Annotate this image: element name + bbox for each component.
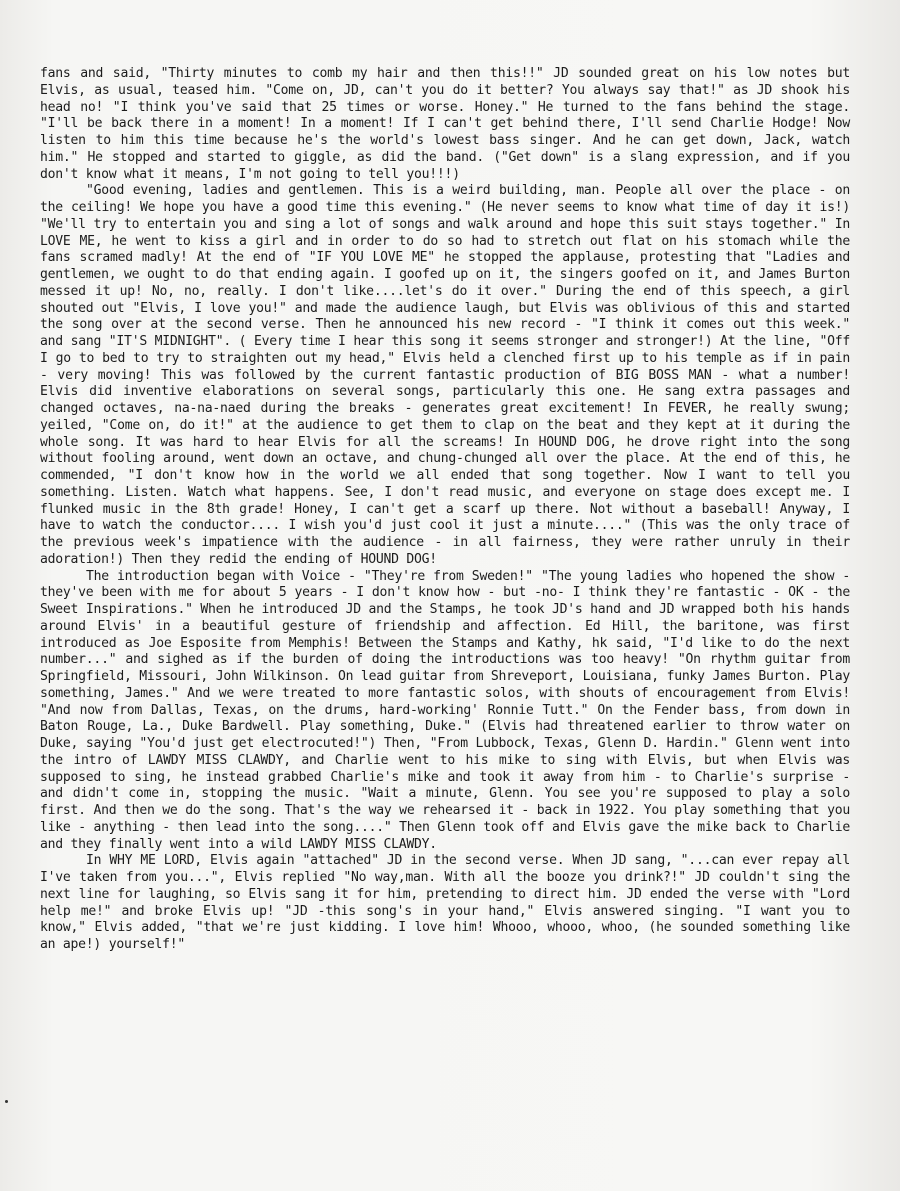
paragraph-2: "Good evening, ladies and gentlemen. This is a weird building, man. People all over the place - on the ceiling! We hope you have a good time this evening." (He never seems to know what time of day it is!) "We'll try to entertain you and sing a lot of songs and walk around and hope this suit stays together." In LOVE ME, he went to kiss a girl and in order to do so had to stretch out flat on his stomach while the fans scramed madly! At the end of "IF YOU LOVE ME" he stopped the applause, protesting that "Ladies and gentlemen, we ought to do that ending again. I goofed up on it, the singers goofed on it, and James Burton messed it up! No, no, really. I don't like....let's do it over." During the end of this speech, a girl shouted out "Elvis, I love you!" and made the audience laugh, but Elvis was oblivious of this and started the song over at the second verse. Then he announced his new record - "I think it comes out this week." and sang "IT'S MIDNIGHT". ( Every time I hear this song it seems stronger and stronger!) At the line, "Off I go to bed to try to straighten out my head," Elvis held a clenched first up to his temple as if in pain - very moving! This was followed by the current fantastic production of BIG BOSS MAN - what a number! Elvis did inventive elaborations on several songs, particularly this one. He sang extra passages and changed octaves, na-na-naed during the breaks - generates great excitement! In FEVER, he really swung; yeiled, "Come on, do it!" at the audience to get them to clap on the beat and they kept at it during the whole song. It was hard to hear Elvis for all the screams! In HOUND DOG, he drove right into the song without fooling around, went down an octave, and chung-chunged all over the place. At the end of this, he commended, "I don't know how in the world we all ended that song together. Now I want to tell you something. Listen. Watch what happens. See, I don't read music, and everyone on stage does except me. I flunked music in the 8th grade! Honey, I can't get a scarf up there. Not without a baseball! Anyway, I have to watch the conductor.... I wish you'd just cool it just a minute...." (This was the only trace of the previous week's impatience with the audience - in all fairness, they were rather unruly in their adoration!) Then they redid the ending of HOUND DOG! (40, 183, 850, 567)
paragraph-3: The introduction began with Voice - "They're from Sweden!" "The young ladies who hopened the show - they've been with me for about 5 years - I don't know how - but -no- I think they're fantastic - OK - the Sweet Inspirations." When he introduced JD and the Stamps, he took JD's hand and JD wrapped both his hands around Elvis' in a beautiful gesture of friendship and affection. Ed Hill, the baritone, was first introduced as Joe Esposite from Memphis! Between the Stamps and Kathy, hk said, "I'd like to do the next number..." and sighed as if the burden of doing the introductions was too heavy! "On rhythm guitar from Springfield, Missouri, John Wilkinson. On lead guitar from Shreveport, Louisiana, funky James Burton. Play something, James." And we were treated to more fantastic solos, with shouts of encouragement from Elvis! "And now from Dallas, Texas, on the drums, hard-working' Ronnie Tutt." On the Fender bass, from down in Baton Rouge, La., Duke Bardwell. Play something, Duke." (Elvis had threatened earlier to throw water on Duke, saying "You'd just get electrocuted!") Then, "From Lubbock, Texas, Glenn D. Hardin." Glenn went into the intro of LAWDY MISS CLAWDY, and Charlie went to his mike to sing with Elvis, but when Elvis was supposed to sing, he instead grabbed Charlie's mike and took it away from him - to Charlie's surprise - and didn't come in, stopping the music. "Wait a minute, Glenn. You see you're supposed to play a solo first. And then we do the song. That's the way we rehearsed it - back in 1922. You play something that you like - anything - then lead into the song...." Then Glenn took off and Elvis gave the mike back to Charlie and they finally went into a wild LAWDY MISS CLAWDY. (40, 568, 850, 852)
paragraph-4: In WHY ME LORD, Elvis again "attached" JD in the second verse. When JD sang, "...can ever repay all I've taken from you...", Elvis replied "No way,man. With all the booze you drink?!" JD couldn't sing the next line for laughing, so Elvis sang it for him, pretending to direct him. JD ended the verse with "Lord help me!" and broke Elvis up! "JD -this song's in your hand," Elvis answered singing. "I want you to know," Elvis added, "that we're just kidding. I love him! Whooo, whooo, whoo, (he sounded something like an ape!) yourself!" (40, 853, 850, 952)
margin-speck (5, 1100, 8, 1103)
paragraph-1: fans and said, "Thirty minutes to comb my hair and then this!!" JD sounded great on his low notes but Elvis, as usual, teased him. "Come on, JD, can't you do it better? You always say that!" as JD shook his head no! "I think you've said that 25 times or worse. Honey." He turned to the fans behind the stage. "I'll be back there in a moment! In a moment! If I can't get behind there, I'll send Charlie Hodge! Now listen to him this time because he's the world's lowest bass singer. And he can get down, Jack, watch him." He stopped and started to giggle, as did the band. ("Get down" is a slang expression, and if you don't know what it means, I'm not going to tell you!!!) (40, 66, 850, 182)
article-body (40, 66, 850, 954)
